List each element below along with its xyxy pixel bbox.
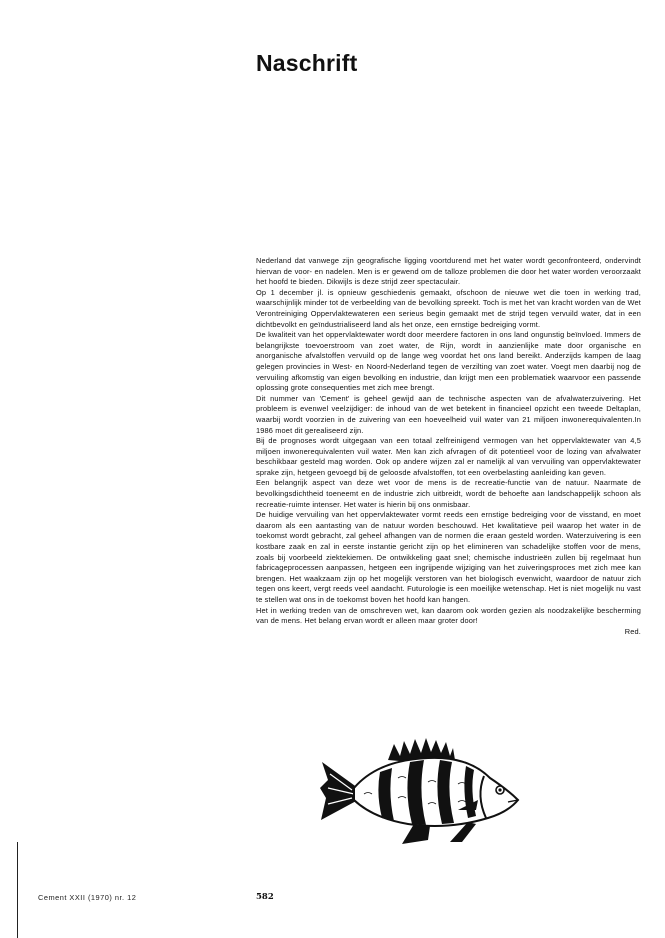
paragraph: Nederland dat vanwege zijn geografische ligging voortdurend met het water wordt geconfronteerd, ondervindt hiervan de voor- en nadelen. Men is er gewend om de talloze problemen die door het water worden veroorzaakt het hoofd te bieden. Dikwijls is deze strijd zeer spectaculair.: [256, 256, 641, 287]
paragraph: De huidige vervuiling van het oppervlaktewater vormt reeds een ernstige bedreiging voor de visstand, en moet daarom als een aantasting van de natuur worden beschouwd. Het kwalitatieve peil waarop het water in de toekomst wordt gebracht, zal geheel afhangen van de normen die eraan gesteld worden. Waterzuivering is een kostbare zaak en zal in eerste instantie gericht zijn op het elimineren van schadelijke stoffen voor de mens, zoals bij voorbeeld ziektekiemen. De ontwikkeling gaat snel; chemische industrieën zullen bij regelmaat hun fabricageprocessen aanpassen, hetgeen een ingrijpende wijziging van het zuiveringsproces met zich mee kan brengen. Het waakzaam zijn op het mogelijk verstoren van het biologisch evenwicht, waardoor de natuur zich tegen ons keert, vergt reeds veel aandacht. Futurologie is een moeilijke wetenschap. Het is niet mogelijk nu vast te stellen wat ons in de toekomst boven het hoofd kan hangen.: [256, 510, 641, 604]
paragraph: Op 1 december jl. is opnieuw geschiedenis gemaakt, ofschoon de nieuwe wet die toen in werking trad, waarschijnlijk minder tot de verbeelding van de bevolking spreekt. Toch is met het van kracht worden van de Wet Verontreiniging Oppervlaktewateren een serieus begin gemaakt met de strijd tegen vervuild water, dat in een dichtbevolkt en geïndustrialiseerd land als het onze, een ernstige bedreiging vormt.: [256, 287, 641, 329]
article-title: Naschrift: [256, 50, 358, 76]
article-body: [256, 256, 641, 637]
margin-rule: [17, 842, 18, 938]
paragraph: Dit nummer van 'Cement' is geheel gewijd aan de technische aspecten van de afvalwaterzuivering. Het probleem is evenwel veelzijdiger: de inhoud van de wet betekent in financieel opzicht een tweede Deltaplan, waarbij wordt voorzien in de zuivering van een hoeveelheid vuil water van 21 miljoen inwonerequivalenten.In 1986 moet dit gerealiseerd zijn.: [256, 393, 641, 435]
perch-fish-icon: [318, 738, 523, 846]
paragraph: Bij de prognoses wordt uitgegaan van een totaal zelfreinigend vermogen van het oppervlaktewater van 4,5 miljoen inwonerequivalenten vuil water. Men kan zich afvragen of dit potentieel voor de lozing van afvalwater beschikbaar gesteld mag worden. Ook op andere wijzen zal er namelijk al van vervuiling van oppervlaktewater sprake zijn, hetgeen gevoegd bij de geloosde afvalstoffen, tot een overbelasting aanleiding kan geven.: [256, 436, 641, 477]
editorial-signature: Red.: [624, 626, 641, 636]
journal-reference: Cement XXII (1970) nr. 12: [38, 893, 137, 902]
paragraph: De kwaliteit van het oppervlaktewater wordt door meerdere factoren in ons land ongunstig beïnvloed. Immers de belangrijkste toevoerstroom van zoet water, de Rijn, wordt in aanzienlijke mate door organische en anorganische afvalstoffen vervuild op de lange weg voordat het ons land bereikt. Anderzijds kampen de laag gelegen provincies in West- en Noord-Nederland tegen de verzilting van zoet water. Voegt men daarbij nog de vervuiling afkomstig van eigen bevolking en industrie, dan krijgt men een problematiek waarvoor een passende oplossing grote consequenties met zich mee brengt.: [256, 330, 641, 393]
paragraph: Het in werking treden van de omschreven wet, kan daarom ook worden gezien als noodzakelijke bescherming van de mens. Het belang ervan wordt er alleen maar groter door!: [256, 605, 641, 626]
page-number: 582: [256, 892, 274, 902]
paragraph: Een belangrijk aspect van deze wet voor de mens is de recreatie-functie van de natuur. Naarmate de bevolkingsdichtheid toeneemt en de industrie zich uitbreidt, wordt de behoefte aan landschappelijk schoon als recreatie-ruimte intenser. Het water is hierin bij ons onmisbaar.: [256, 478, 641, 509]
